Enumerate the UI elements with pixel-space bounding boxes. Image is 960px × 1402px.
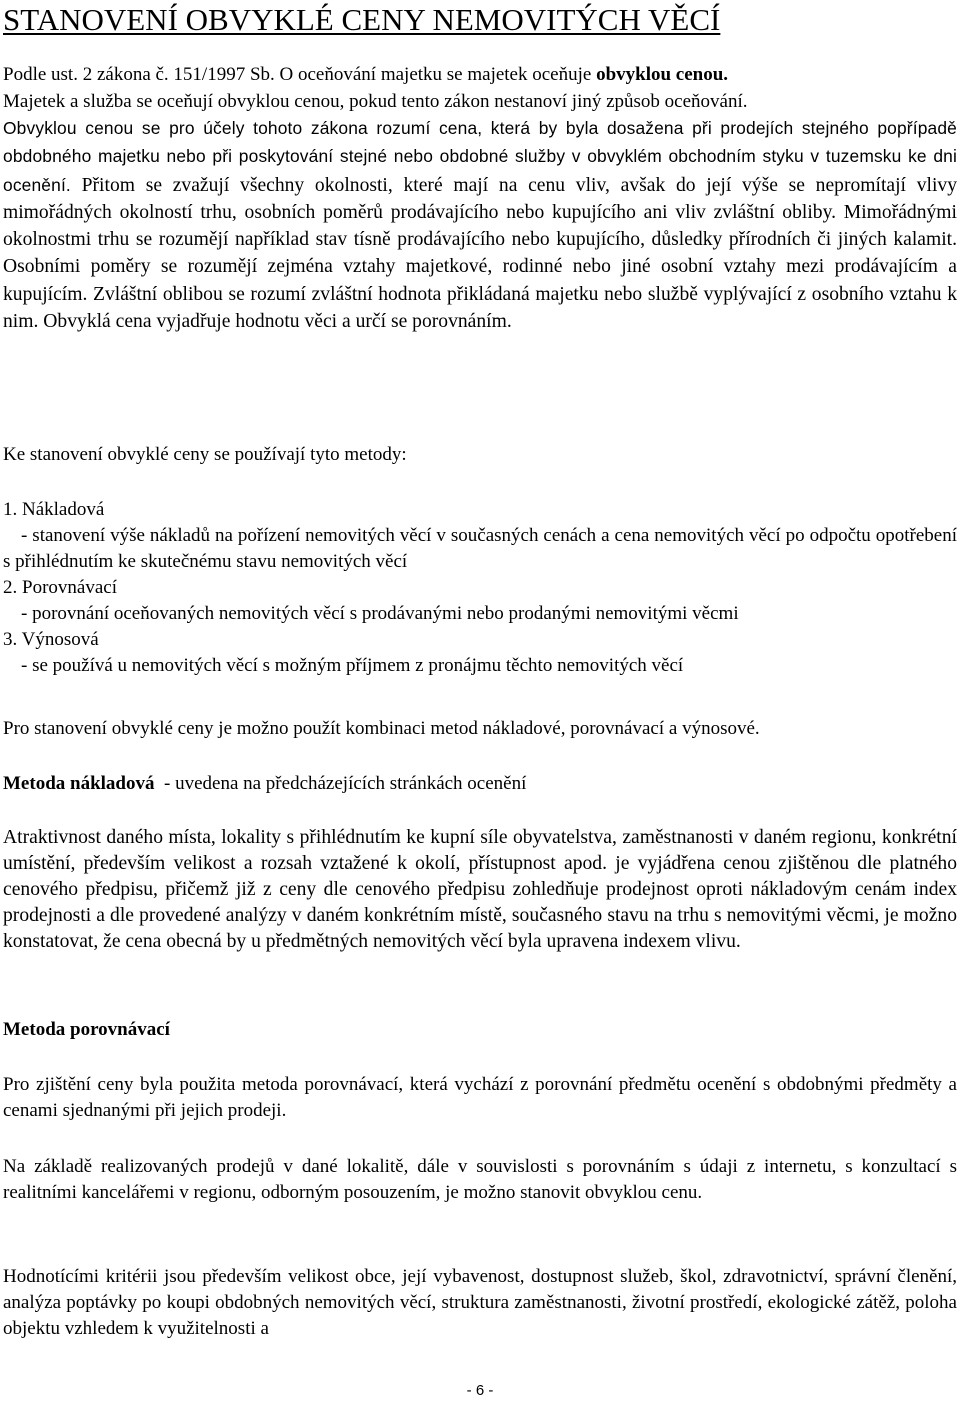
comparative-method-label: Metoda porovnávací xyxy=(3,1019,170,1040)
intro-circumstances: Přitom se zvažují všechny okolnosti, které mají na cenu vliv, avšak do její výše se nepromítají vlivy mimořádných okolností trhu, osobních poměrů prodávajícího nebo kupujícího ani vliv zvláštní obliby. xyxy=(3,174,957,223)
comparative-paragraph-1: Pro zjištění ceny byla použita metoda porovnávací, která vychází z porovnání předmětu ocenění s obdobnými předměty a cenami sjednanými při jejich prodeji. xyxy=(3,1074,957,1121)
page-number: - 6 - xyxy=(466,1382,494,1399)
comparative-paragraph-2: Na základě realizovaných prodejů v dané lokalitě, dále v souvislosti s porovnáním s údaji z internetu, s konzultací s realitními kancelářemi v regionu, odborným posouzením, je možno stanovit obvyklou cenu. xyxy=(3,1156,957,1203)
method-item xyxy=(3,627,957,679)
methods-heading: Ke stanovení obvyklé ceny se používají tyto metody: xyxy=(3,444,407,465)
method-name: 1. Nákladová xyxy=(3,499,105,520)
method-description: - stanovení výše nákladů na pořízení nemovitých věcí v současných cenách a cena nemovitých věcí po odpočtu opotřebení s přihlédnutím ke skutečnému stavu nemovitých věcí xyxy=(3,525,957,572)
intro-definition: Obvyklou cenou se pro účely tohoto zákona rozumí cena, která by byla dosažena při prodejích stejného popřípadě obdobného majetku nebo při poskytování stejné nebo obdobné služby v obvyklém obchodním styku v tuzemsku ke dni ocenění. xyxy=(3,118,957,195)
cost-method-note: - uvedena na předcházejících stránkách ocenění xyxy=(154,773,527,794)
method-description: - se používá u nemovitých věcí s možným příjmem z pronájmu těchto nemovitých věcí xyxy=(21,655,684,676)
method-item xyxy=(3,575,957,627)
intro-line-1 xyxy=(3,62,957,88)
methods-combination: Pro stanovení obvyklé ceny je možno použít kombinaci metod nákladové, porovnávací a výnosové. xyxy=(3,718,760,739)
method-item xyxy=(3,497,957,575)
attractiveness-paragraph: Atraktivnost daného místa, lokality s přihlédnutím ke kupní síle obyvatelstva, zaměstnanosti v daném regionu, konkrétní umístění, především velikost a rozsah vztažené k okolí, přístupnost apod. je vyjádřena cenou zjištěnou dle platného cenového předpisu, přičemž již z ceny dle cenového předpisu zohledňuje prodejnost oproti nákladovým cenám index prodejnosti a dle provedené analýzy v daném konkrétním místě, současného stavu na trhu s nemovitými věcmi, je možno konstatovat, že cena obecná by u předmětných nemovitých věcí byla upravena indexem vlivu. xyxy=(3,827,957,952)
cost-method-label: Metoda nákladová xyxy=(3,773,155,794)
intro-line-1-bold: obvyklou cenou. xyxy=(596,64,729,85)
method-name: 2. Porovnávací xyxy=(3,577,117,598)
comparative-paragraph-3: Hodnotícími kritérii jsou především velikost obce, její vybavenost, dostupnost služeb, škol, zdravotnictví, správní členění, analýza poptávky po koupi obdobných nemovitých věcí, struktura zaměstnanosti, životní prostředí, ekologické zátěž, poloha objektu vzhledem k využitelnosti a xyxy=(3,1266,957,1339)
methods-list xyxy=(3,497,957,679)
method-description: - porovnání oceňovaných nemovitých věcí s prodávanými nebo prodanými nemovitými věcmi xyxy=(21,603,739,624)
comparative-method-heading xyxy=(3,1017,957,1043)
intro-line-1-text: Podle ust. 2 zákona č. 151/1997 Sb. O oceňování majetku se majetek oceňuje xyxy=(3,64,597,85)
method-name: 3. Výnosová xyxy=(3,629,99,650)
page-title: STANOVENÍ OBVYKLÉ CENY NEMOVITÝCH VĚCÍ xyxy=(3,2,721,37)
intro-rest: Mimořádnými okolnostmi trhu se rozumějí například stav tísně prodávajícího nebo kupujícího, důsledky přírodních či jiných kalamit. Osobními poměry se rozumějí zejména vztahy majetkové, rodinné nebo jiné osobní vztahy mezi prodávajícím a kupujícím. Zvláštní oblibou se rozumí zvláštní hodnota přikládaná majetku nebo službě vyplývající z osobního vztahu k nim. Obvyklá cena vyjadřuje hodnotu věci a určí se porovnáním. xyxy=(3,201,957,333)
intro-paragraph xyxy=(3,115,957,336)
intro-line-2: Majetek a služba se oceňují obvyklou cenou, pokud tento zákon nestanoví jiný způsob oceňování. xyxy=(3,91,748,112)
cost-method-line xyxy=(3,771,957,797)
